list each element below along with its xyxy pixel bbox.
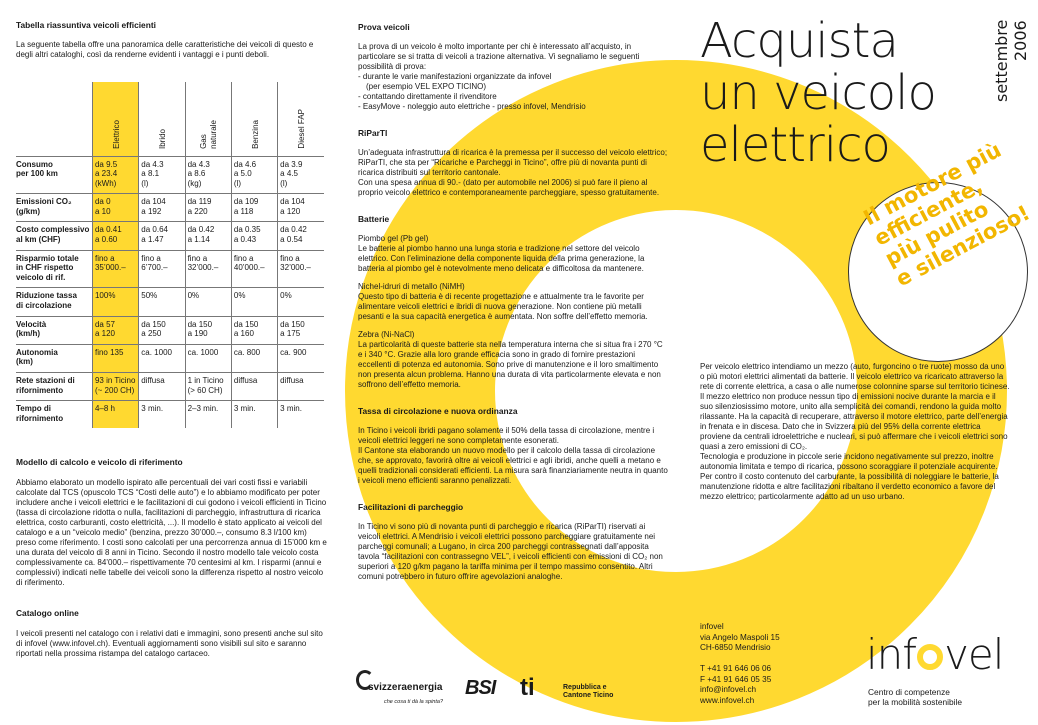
table-row — [16, 250, 324, 288]
table-row — [16, 288, 324, 316]
table-cell: da 104 a 192 — [139, 194, 185, 222]
table-cell: da 4.6 a 5.0 (l) — [231, 156, 277, 194]
list-item: - durante le varie manifestazioni organizzate da infovel — [358, 72, 552, 81]
table-cell: da 0.41 a 0.60 — [92, 222, 138, 250]
ticino-logo: ti — [520, 674, 535, 701]
table-cell: 4–8 h — [92, 401, 138, 429]
table-cell: fino a 32’000.– — [278, 250, 324, 288]
ticino-logo-text: Repubblica e Cantone Ticino — [563, 684, 614, 699]
prova-text: La prova di un veicolo è molto importante per chi è interessato all’acquisto, in particolare se si tratta di veicoli a trazione alternativa. Vi segnaliamo le seguenti possibilità di prova: — [358, 42, 640, 71]
model-section — [16, 457, 328, 679]
table-intro: La seguente tabella offre una panoramica delle caratteristiche dei veicoli di questo e degli altri cataloghi, così da renderne evidenti i vantaggi e i punti deboli. — [16, 40, 314, 59]
column-header — [278, 82, 324, 156]
se-name: svizzeraenergia — [368, 682, 443, 693]
prova-title: Prova veicoli — [358, 22, 410, 32]
table-cell: 3 min. — [278, 401, 324, 429]
list-item: - EasyMove - noleggio auto elettriche - presso infovel, Mendrisio — [358, 102, 586, 111]
table-cell: 0% — [231, 288, 277, 316]
column-header-label: Diesel FAP — [297, 109, 307, 149]
tassa-title: Tassa di circolazione e nuova ordinanza — [358, 406, 518, 416]
table-cell: da 119 a 220 — [185, 194, 231, 222]
row-label: Velocità (km/h) — [16, 316, 92, 344]
right-column — [700, 362, 1010, 502]
contact-block: infovel via Angelo Maspoli 15 CH-6850 Mendrisio T +41 91 646 06 06 F +41 91 646 05 35 info@infovel.ch www.infovel.ch — [700, 622, 780, 705]
column-header — [231, 82, 277, 156]
model-title: Modello di calcolo e veicolo di riferimento — [16, 457, 183, 467]
se-tagline: che cosa ti dà la spinta? — [384, 699, 444, 705]
table-cell: 2–3 min. — [185, 401, 231, 429]
table-cell: da 150 a 160 — [231, 316, 277, 344]
slogan: Il motore più efficiente, più pulito e silenzioso! — [859, 137, 1034, 292]
table-cell: da 104 a 120 — [278, 194, 324, 222]
table-cell: fino a 32’000.– — [185, 250, 231, 288]
table-cell: da 0 a 10 — [92, 194, 138, 222]
table-row — [16, 316, 324, 344]
table-cell: 50% — [139, 288, 185, 316]
column-header-label: Benzina — [250, 119, 260, 149]
table-cell: 100% — [92, 288, 138, 316]
row-label: Riduzione tassa di circolazione — [16, 288, 92, 316]
row-label: Costo complessivo al km (CHF) — [16, 222, 92, 250]
column-header — [185, 82, 231, 156]
nimh-text: Questo tipo di batteria è di recente progettazione e attualmente tra le favorite per alimentare veicoli elettrici e ibridi di nuova generazione. Non contiene più metalli pesanti e la sua capacità energetica è aumentata. Non soffre dell’effetto memoria. — [358, 292, 648, 321]
table-cell: da 4.3 a 8.6 (kg) — [185, 156, 231, 194]
table-cell: 93 in Ticino (~ 200 CH) — [92, 373, 138, 401]
prova-list — [358, 72, 668, 112]
table-row — [16, 401, 324, 429]
table-cell: da 57 a 120 — [92, 316, 138, 344]
riparti-title: RiParTI — [358, 128, 388, 138]
table-row — [16, 194, 324, 222]
infovel-logo — [866, 630, 1003, 679]
table-cell: 0% — [278, 288, 324, 316]
catalog-title: Catalogo online — [16, 608, 79, 618]
riparti-text-2: Con una spesa annua di 90.- (dato per automobile nel 2006) si può fare il pieno al proprio veicolo elettrico e contemporaneamente parcheggiare, spesso gratuitamente. — [358, 178, 660, 197]
table-cell: da 0.42 a 1.14 — [185, 222, 231, 250]
table-row — [16, 222, 324, 250]
facilitazioni-text: In Ticino vi sono più di novanta punti di parcheggio e ricarica (RiParTI) riservati ai veicoli elettrici. A Mendrisio i veicoli elettrici possono parcheggiare gratuitamente nei parcheggi comunali; a Lugano, in circa 200 parcheggi contrassegnati dall’apposita tavola “facilitazioni con contrassegno VEL”, i veicoli efficienti con emissioni di CO₂ non superiori a 120 g/km pagano la tariffa minima per il tempo massimo consentito. Altri comuni potrebbero in futuro offrire agevolazioni analoghe. — [358, 522, 663, 581]
pb-text: Le batterie al piombo hanno una lunga storia e tradizione nel settore del veicolo elettrico. Con l’eliminazione della componente liquida della prima generazione, la batteria al piombo gel è notevolmente meno delicata e difficoltosa da mantenere. — [358, 244, 645, 273]
bsi-logo: BSI — [465, 677, 496, 699]
row-label: Autonomia (km) — [16, 344, 92, 372]
column-header — [92, 82, 138, 156]
vehicle-comparison-table — [16, 82, 324, 428]
zebra-text: La particolarità di queste batterie sta nella temperatura interna che si situa fra i 270 °C e i 340 °C. Grazie alla loro grande efficacia sono in grado di fornire prestazioni eccellenti di potenza ed autonomia. Sono prive di manutenzione e il loro smaltimento non presenta alcun problema. Hanno una durata di vita particolarmente elevata e non soffrono dell’effetto memoria. — [358, 340, 663, 389]
nimh-title: Nichel-idruri di metallo (NiMH) — [358, 282, 465, 291]
table-row — [16, 344, 324, 372]
table-cell: ca. 900 — [278, 344, 324, 372]
page-title: Acquista un veicolo elettrico — [700, 13, 936, 173]
intro-text-1: Per veicolo elettrico intendiamo un mezzo (auto, furgoncino o tre ruote) mosso da uno o più motori elettrici alimentati da batterie. Il veicolo elettrico va ricaricato attraverso la rete di corrente elettrica, a casa o alle numerose colonnine sparse sul territorio ticinese. — [700, 362, 1010, 391]
table-header-row — [16, 82, 324, 156]
table-cell: da 9.5 a 23.4 (kWh) — [92, 156, 138, 194]
left-column — [16, 20, 326, 428]
riparti-text: Un’adeguata infrastruttura di ricarica è la premessa per il successo del veicolo elettrico; RiParTI, che sta per “Ricariche e Parcheggi in Ticino”, offre più di novanta punti di ricarica distribuiti sul territorio cantonale. — [358, 148, 668, 177]
logo-o-circle — [917, 644, 943, 670]
column-header-label: Elettrico — [111, 120, 121, 149]
list-item: - contattando direttamente il rivenditore — [358, 92, 497, 101]
table-cell: ca. 1000 — [139, 344, 185, 372]
batterie-title: Batterie — [358, 214, 390, 224]
table-cell: diffusa — [278, 373, 324, 401]
intro-text-2: Il mezzo elettrico non produce nessun tipo di emissioni nocive durante la marcia e il suo silenziosissimo motore, unito alla semplicità dei comandi, rendono la guida molto rilassante. Ha la capacità di recuperare, attraverso il motore elettrico, parte dell’energia in frenata e in discesa. Dato che in Svizzera più del 95% della corrente elettrica proviene da centrali idroelettriche e nucleari, si può affermare che i veicoli elettrici sono quasi a zero emissioni di CO₂. — [700, 392, 1008, 451]
table-cell: fino a 35’000.– — [92, 250, 138, 288]
catalog-text: I veicoli presenti nel catalogo con i relativi dati e immagini, sono presenti anche sul sito di infovel (www.infovel.ch). Eventuali aggiornamenti sono visibili sul sito e saranno riportati nella prossima ristampa del catalogo cartaceo. — [16, 629, 323, 658]
list-item: (per esempio VEL EXPO TICINO) — [366, 82, 487, 91]
table-title: Tabella riassuntiva veicoli efficienti — [16, 20, 156, 30]
facilitazioni-title: Facilitazioni di parcheggio — [358, 502, 464, 512]
table-cell: fino 135 — [92, 344, 138, 372]
table-cell: 3 min. — [231, 401, 277, 429]
table-cell: da 0.35 a 0.43 — [231, 222, 277, 250]
tassa-text: In Ticino i veicoli ibridi pagano solamente il 50% della tassa di circolazione, mentre i veicoli elettrici leggeri ne sono completamente esonerati. — [358, 426, 655, 445]
table-cell: fino a 40’000.– — [231, 250, 277, 288]
table-cell: da 150 a 175 — [278, 316, 324, 344]
column-header-label: Gas naturale — [199, 119, 219, 149]
pb-title: Piombo gel (Pb gel) — [358, 234, 429, 243]
row-label: Tempo di rifornimento — [16, 401, 92, 429]
competence-tagline: Centro di competenze per la mobilità sostenibile — [868, 687, 963, 707]
svizzeraenergia-logo — [356, 668, 456, 708]
table-row — [16, 373, 324, 401]
row-label: Consumo per 100 km — [16, 156, 92, 194]
table-cell: da 3.9 a 4.5 (l) — [278, 156, 324, 194]
table-cell: da 4.3 a 8.1 (l) — [139, 156, 185, 194]
table-cell: 1 in Ticino (> 60 CH) — [185, 373, 231, 401]
zebra-title: Zebra (Ni-NaCl) — [358, 330, 415, 339]
column-header-label: Ibrido — [157, 128, 167, 149]
table-cell: 3 min. — [139, 401, 185, 429]
row-label: Rete stazioni di rifornimento — [16, 373, 92, 401]
issue-date: settembre 2006 — [992, 20, 1030, 103]
table-cell: da 150 a 250 — [139, 316, 185, 344]
table-cell: 0% — [185, 288, 231, 316]
table-cell: diffusa — [139, 373, 185, 401]
table-cell: fino a 6’700.– — [139, 250, 185, 288]
table-cell: da 0.64 a 1.47 — [139, 222, 185, 250]
row-label: Risparmio totale in CHF rispetto veicolo di rif. — [16, 250, 92, 288]
table-cell: da 0.42 a 0.54 — [278, 222, 324, 250]
table-cell: diffusa — [231, 373, 277, 401]
middle-column — [358, 20, 668, 590]
row-label: Emissioni CO₂ (g/km) — [16, 194, 92, 222]
table-cell: ca. 800 — [231, 344, 277, 372]
column-header — [139, 82, 185, 156]
model-text: Abbiamo elaborato un modello ispirato alle percentuali dei vari costi fissi e variabili calcolate dal TCS (opuscolo TCS “Costi delle auto”) e lo abbiamo modificato per poter includere anche i veicoli elettrici e le facilitazioni di cui godono i veicoli efficienti in Ticino (tassa di circolazione ridotta o nulla, facilitazioni di parcheggio, infrastruttura di ricarica elettrica, costo carburanti, costo elettricità, ...). Il modello è stato applicato ai veicoli del catalogo e a un “veicolo medio” (benzina, prezzo 30’000.–, consumo 8.3 l/100 km) preso come riferimento. I costi sono calcolati per una percorrenza annua di 15’000 km e una durata del veicolo di 8 anni in Ticino. Secondo il nostro modello tale veicolo costa complessivamente ca. 84’000.– rispettivamente 70 centesimi al km. I risparmi (annui e complessivi) indicati nelle tabelle dei veicoli sono la differenza rispetto al nostro veicolo di riferimento. — [16, 478, 327, 587]
table-cell: da 150 a 190 — [185, 316, 231, 344]
logo-text-start: inf — [866, 630, 917, 679]
table-cell: da 109 a 118 — [231, 194, 277, 222]
tassa-text-2: Il Cantone sta elaborando un nuovo modello per il calcolo della tassa di circolazione che, se approvato, favorirà oltre ai veicoli elettrici e agli ibridi, anche quelli a metano e quelli tradizionali considerati efficienti. La misura sarà finanziariamente neutra in quanto i veicoli meno efficienti saranno penalizzati. — [358, 446, 668, 485]
intro-text-3: Tecnologia e produzione in piccole serie incidono negativamente sul prezzo, inoltre autonomia limitata e tempo di ricarica, possono scoraggiare il potenziale acquirente. Per contro il costo contenuto del carburante, la possibilità di noleggiare le batterie, la manutenzione ridotta e altre facilitazioni ribaltano il verdetto economico a favore del mezzo elettrico; particolarmente adatto ad un uso urbano. — [700, 452, 999, 501]
table-row — [16, 156, 324, 194]
logo-text-end: vel — [944, 630, 1004, 679]
table-cell: ca. 1000 — [185, 344, 231, 372]
table-corner — [16, 82, 92, 156]
